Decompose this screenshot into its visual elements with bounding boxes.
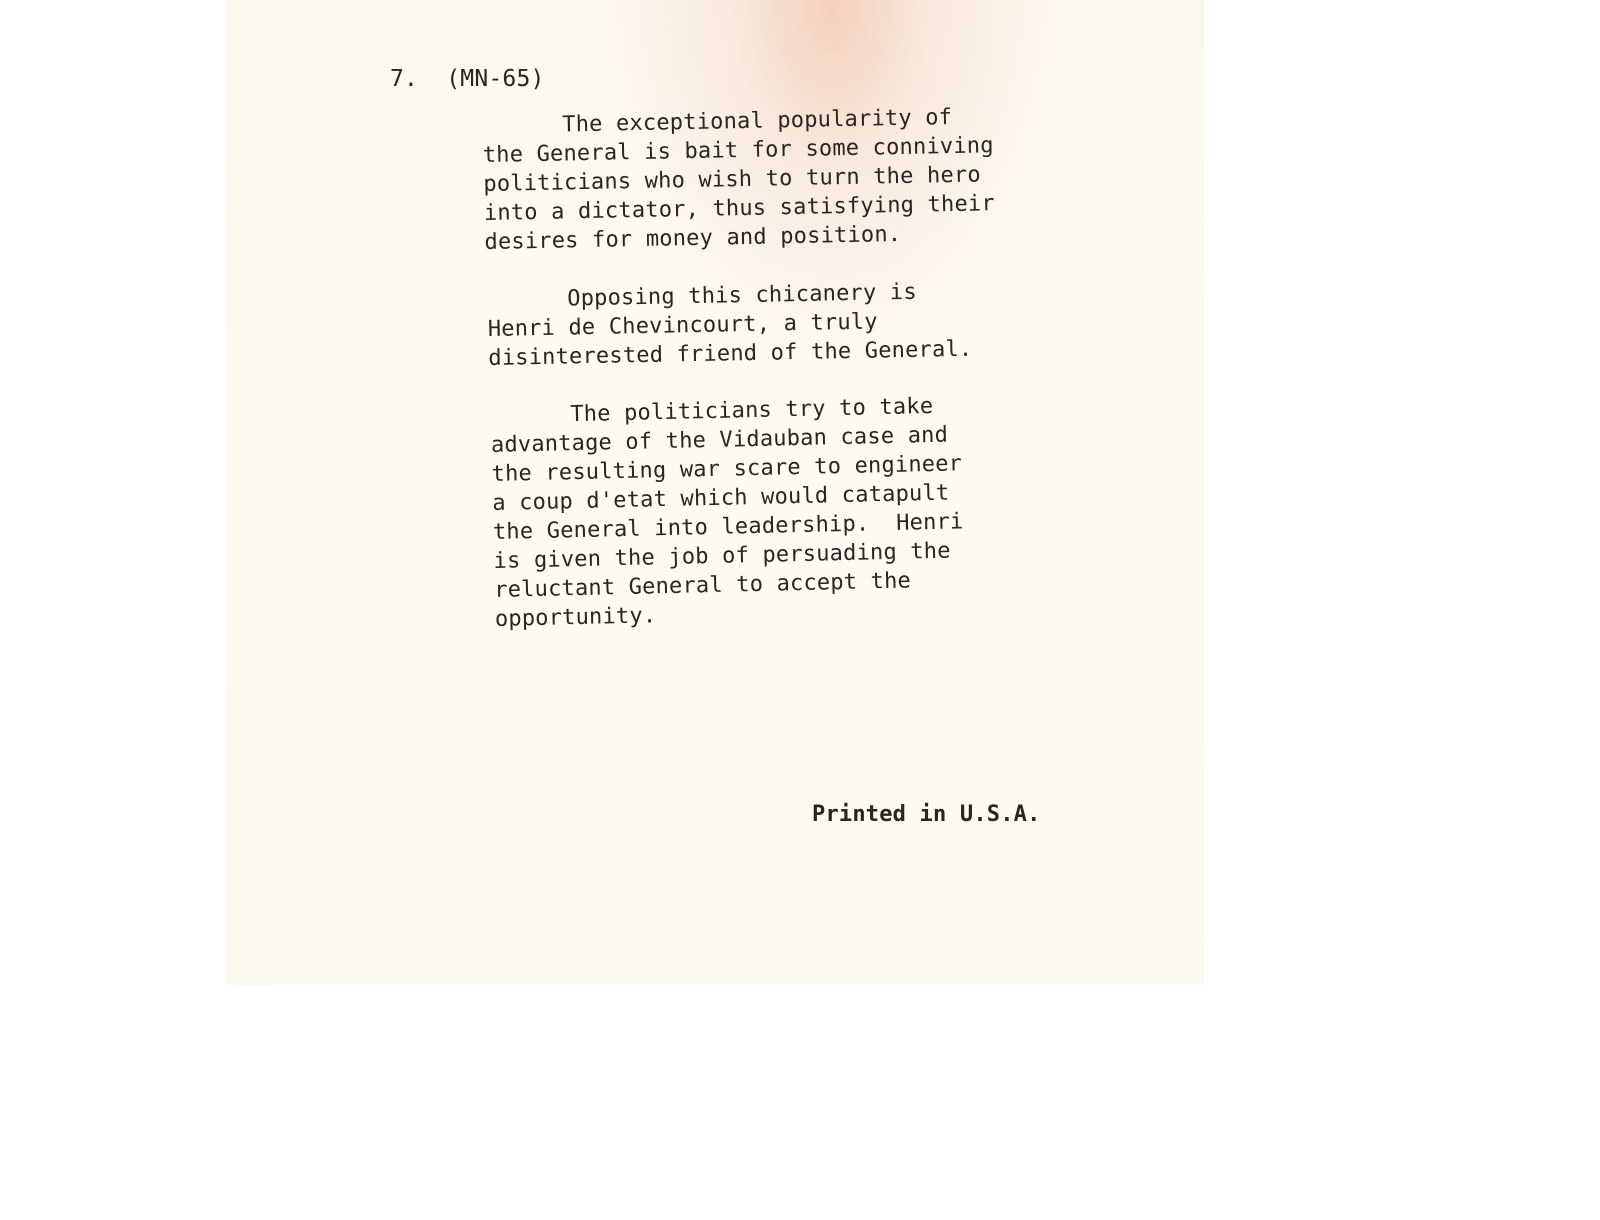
page-number: 7. bbox=[390, 66, 419, 92]
paragraph-line: into a dictator, thus satisfying their bbox=[483, 191, 996, 226]
paragraph-1 bbox=[482, 101, 1045, 257]
paragraph-line: desires for money and position. bbox=[484, 221, 902, 255]
page-header bbox=[390, 65, 545, 94]
paragraph-line: opportunity. bbox=[494, 603, 657, 632]
paragraph-line: is given the job of persuading the bbox=[493, 538, 951, 574]
paragraph-2 bbox=[487, 275, 1049, 373]
paper-sheet-lower bbox=[270, 940, 1204, 985]
document-code: (MN-65) bbox=[446, 66, 545, 92]
paragraph-line: the resulting war scare to engineer bbox=[491, 451, 963, 487]
paragraph-line: disinterested friend of the General. bbox=[488, 336, 973, 371]
paragraph-line: Opposing this chicanery is bbox=[567, 279, 918, 312]
paragraph-3 bbox=[490, 389, 1055, 634]
paragraph-line: The politicians try to take bbox=[570, 393, 934, 428]
paragraph-line: a coup d'etat which would catapult bbox=[492, 480, 950, 516]
paragraph-line: the General into leadership. Henri bbox=[492, 509, 964, 545]
paragraph-line: the General is bait for some conniving bbox=[482, 133, 994, 168]
paragraph-line: The exceptional popularity of bbox=[562, 104, 953, 138]
paragraph-line: politicians who wish to turn the hero bbox=[483, 162, 982, 197]
print-notice: Printed in U.S.A. bbox=[812, 802, 1041, 827]
paragraph-line: advantage of the Vidauban case and bbox=[490, 422, 949, 458]
paragraph-line: Henri de Chevincourt, a truly bbox=[487, 309, 878, 342]
paragraph-line: reluctant General to accept the bbox=[493, 568, 912, 603]
